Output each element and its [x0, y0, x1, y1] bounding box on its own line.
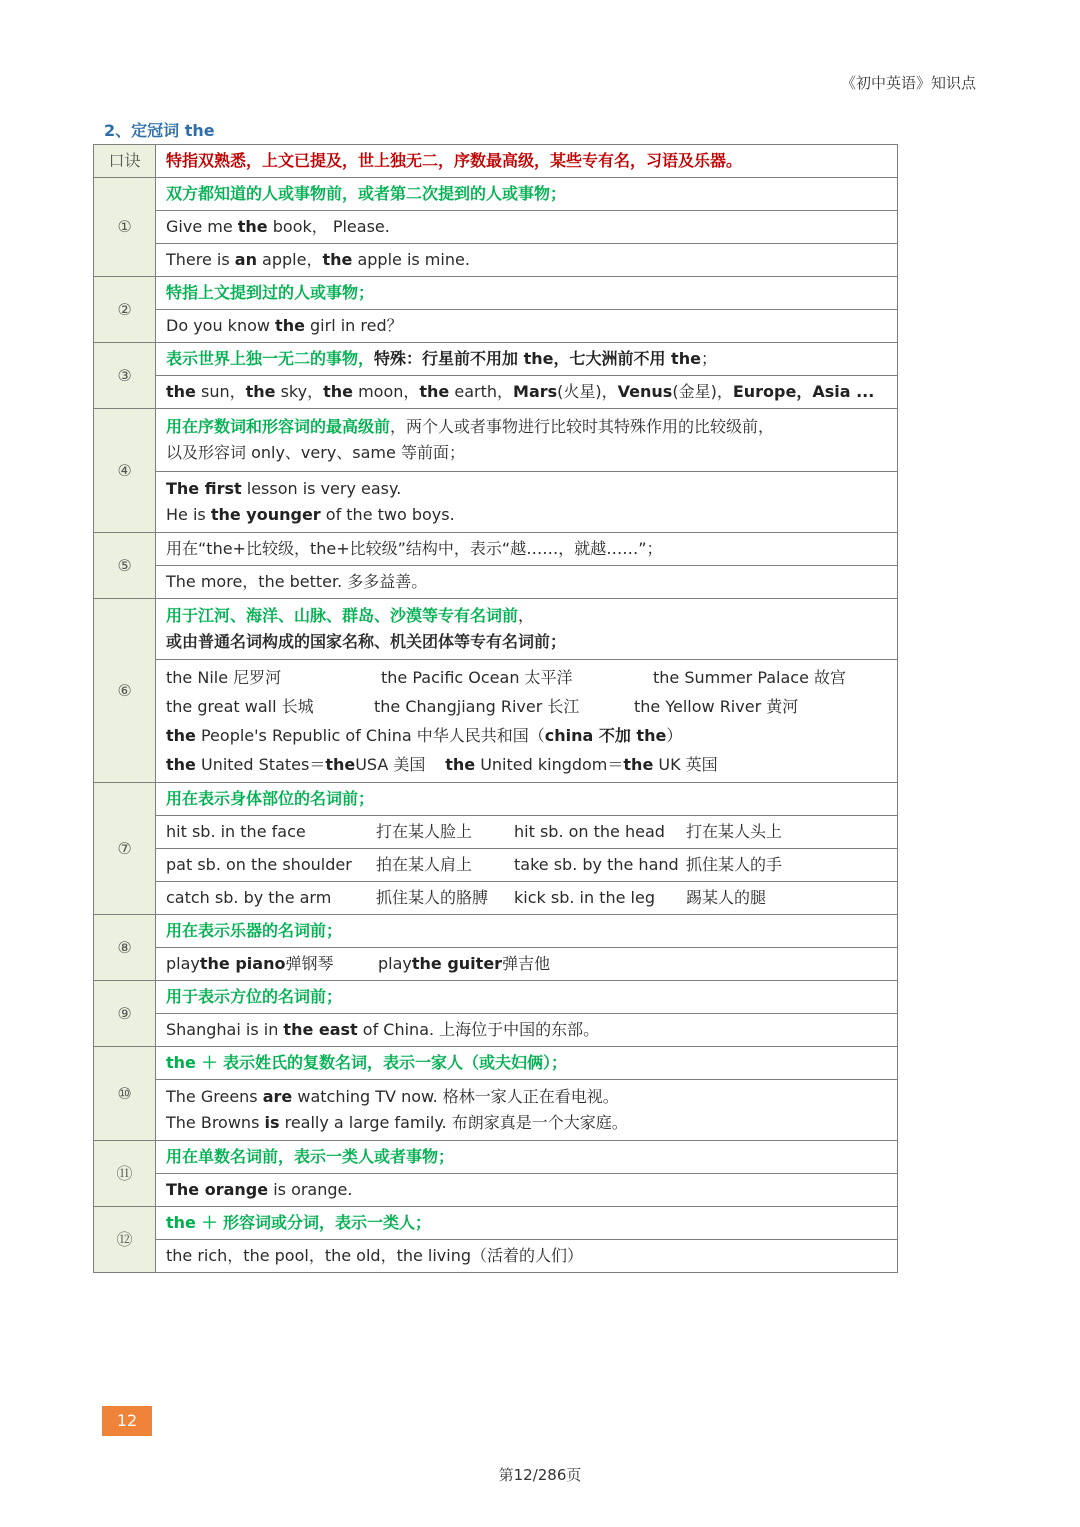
rule-row: [94, 277, 898, 310]
rule-row: [94, 533, 898, 566]
example-row: [94, 849, 898, 882]
example-text: The first lesson is very easy. He is the younger of the two boys.: [156, 472, 898, 533]
rule-number: ③: [94, 343, 156, 409]
example-row: [94, 244, 898, 277]
example-row: [94, 816, 898, 849]
example-row: [94, 882, 898, 915]
rule-text: 用在序数词和形容词的最高级前，两个人或者事物进行比较时其特殊作用的比较级前， 以及形容词 only、very、same 等前面；: [156, 409, 898, 472]
rule-text: 用在表示乐器的名词前；: [156, 915, 898, 948]
example-row: [94, 376, 898, 409]
rule-row: [94, 981, 898, 1014]
rule-row: [94, 1207, 898, 1240]
example-text: The Greens are watching TV now. 格林一家人正在看电视。 The Browns is really a large family. 布朗家真是一个大家庭。: [156, 1080, 898, 1141]
rule-text: 双方都知道的人或事物前，或者第二次提到的人或事物；: [156, 178, 898, 211]
example-text: The orange is orange.: [156, 1174, 898, 1207]
example-row: [94, 211, 898, 244]
rule-row: [94, 599, 898, 660]
rule-row: [94, 1047, 898, 1080]
rule-number: ⑤: [94, 533, 156, 599]
rule-row: [94, 178, 898, 211]
example-text: the sun，the sky，the moon，the earth，Mars(火星)，Venus(金星)，Europe，Asia ...: [156, 376, 898, 409]
example-text: hit sb. in the face 打在某人脸上 hit sb. on the head 打在某人头上: [156, 816, 898, 849]
rule-row: [94, 915, 898, 948]
example-text: The more，the better. 多多益善。: [156, 566, 898, 599]
example-row: [94, 472, 898, 533]
example-row: [94, 566, 898, 599]
example-text: catch sb. by the arm 抓住某人的胳膊 kick sb. in the leg 踢某人的腿: [156, 882, 898, 915]
example-text: pat sb. on the shoulder 拍在某人肩上 take sb. by the hand 抓住某人的手: [156, 849, 898, 882]
rule-number: ⑧: [94, 915, 156, 981]
example-text: Shanghai is in the east of China. 上海位于中国的东部。: [156, 1014, 898, 1047]
rule-number: ⑨: [94, 981, 156, 1047]
article-rules-table: [93, 144, 898, 1273]
example-row: [94, 1240, 898, 1273]
rule-text: 特指上文提到过的人或事物；: [156, 277, 898, 310]
rule-number: ⑩: [94, 1047, 156, 1141]
rule-number: ⑦: [94, 783, 156, 915]
rule-text: 用于表示方位的名词前；: [156, 981, 898, 1014]
example-row: [94, 1014, 898, 1047]
page-number-badge: 12: [102, 1406, 152, 1436]
example-block: the Nile 尼罗河 the Pacific Ocean 太平洋 the Summer Palace 故宫 the great wall 长城 the Changjiang River 长江 the Yellow River 黄河 the People's Republic of China 中华人民共和国（china 不加 the） the United States＝theUSA 美国 the United kingdom＝the UK 英国: [156, 660, 898, 783]
mnemonic-row: [94, 145, 898, 178]
rule-number: ⑫: [94, 1207, 156, 1273]
rule-number: ⑪: [94, 1141, 156, 1207]
rule-number: ⑥: [94, 599, 156, 783]
mnemonic-label: 口诀: [94, 145, 156, 178]
example-text: Do you know the girl in red？: [156, 310, 898, 343]
example-row: [94, 660, 898, 783]
example-row: [94, 310, 898, 343]
rule-text: 表示世界上独一无二的事物，特殊：行星前不用加 the，七大洲前不用 the；: [156, 343, 898, 376]
rule-text: the ＋ 表示姓氏的复数名词，表示一家人（或夫妇俩）；: [156, 1047, 898, 1080]
mnemonic-text: 特指双熟悉，上文已提及，世上独无二，序数最高级，某些专有名，习语及乐器。: [156, 145, 898, 178]
rule-row: [94, 783, 898, 816]
rule-row: [94, 343, 898, 376]
example-row: [94, 1080, 898, 1141]
example-row: [94, 1174, 898, 1207]
page-footer: 第12/286页: [498, 1466, 582, 1484]
rule-row: [94, 409, 898, 472]
rule-row: [94, 1141, 898, 1174]
rule-text: 用在单数名词前，表示一类人或者事物；: [156, 1141, 898, 1174]
example-row: [94, 948, 898, 981]
example-text: the rich，the pool，the old，the living（活着的人们）: [156, 1240, 898, 1273]
rule-number: ①: [94, 178, 156, 277]
rule-text: 用于江河、海洋、山脉、群岛、沙漠等专有名词前， 或由普通名词构成的国家名称、机关团体等专有名词前；: [156, 599, 898, 660]
rule-text: 用在表示身体部位的名词前；: [156, 783, 898, 816]
rule-number: ④: [94, 409, 156, 533]
example-text: playthe piano弹钢琴 playthe guiter弹吉他: [156, 948, 898, 981]
example-text: There is an apple，the apple is mine.: [156, 244, 898, 277]
section-title: 2、定冠词 the: [104, 121, 215, 140]
rule-text: 用在“the+比较级，the+比较级”结构中，表示“越……，就越……”；: [156, 533, 898, 566]
rule-text: the ＋ 形容词或分词，表示一类人；: [156, 1207, 898, 1240]
header-title: 《初中英语》知识点: [840, 74, 976, 92]
rule-number: ②: [94, 277, 156, 343]
example-text: Give me the book， Please.: [156, 211, 898, 244]
